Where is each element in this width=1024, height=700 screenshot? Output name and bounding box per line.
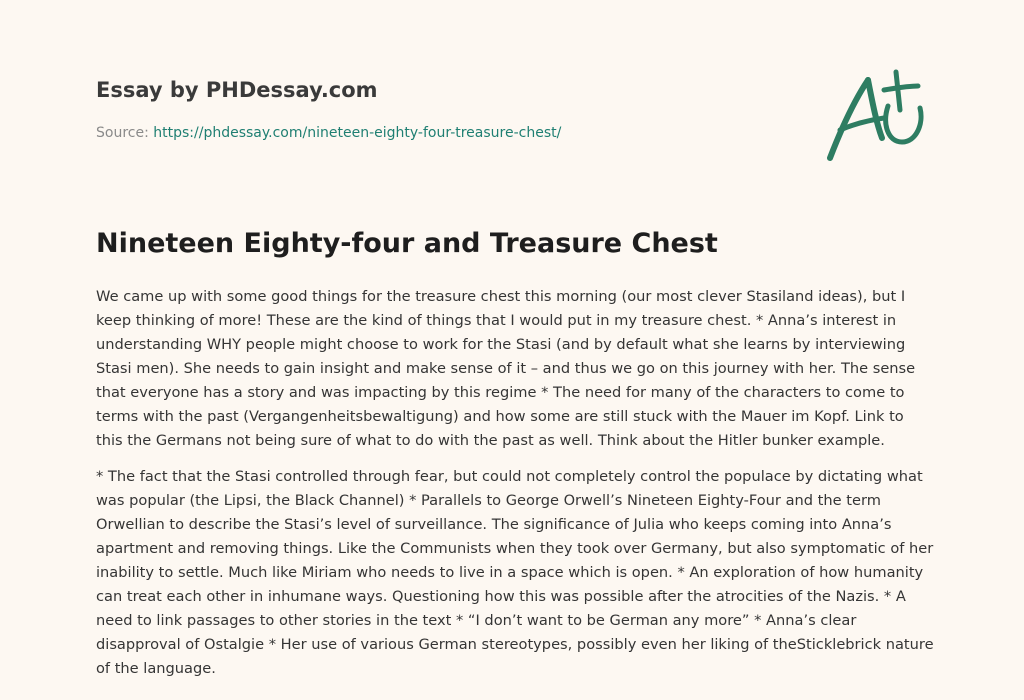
source-line <box>96 124 796 142</box>
site-brand[interactable]: Essay by PHDessay.com <box>96 78 378 102</box>
essay-paragraph: We came up with some good things for the treasure chest this morning (our most clever Stasiland ideas), but I keep thinking of more! These are the kind of things that I would put in my treasure chest. * Anna’s interest in understanding WHY people might choose to work for the Stasi (and by default what she learns by interviewing Stasi men). She needs to gain insight and make sense of it – and thus we go on this journey with her. The sense that everyone has a story and was impacting by this regime * The need for many of the characters to come to terms with the past (Vergangenheitsbewaltigung) and how some are still stuck with the Mauer im Kopf. Link to this the Germans not being sure of what to do with the past as well. Think about the Hitler bunker example. <box>96 288 916 449</box>
page-header <box>96 76 796 142</box>
source-label: Source: <box>96 125 149 141</box>
source-link[interactable]: https://phdessay.com/nineteen-eighty-four-treasure-chest/ <box>153 125 562 141</box>
a-plus-logo-icon <box>818 66 934 166</box>
essay-body <box>96 285 934 693</box>
essay-paragraph: * The fact that the Stasi controlled through fear, but could not completely control the populace by dictating what was popular (the Lipsi, the Black Channel) * Parallels to George Orwell’s Nineteen Eighty-Four and the term Orwellian to describe the Stasi’s level of surveillance. The significance of Julia who keeps coming into Anna’s apartment and removing things. Like the Communists when they took over Germany, but also symptomatic of her inability to settle. Much like Miriam who needs to live in a space which is open. * An exploration of how humanity can treat each other in inhumane ways. Questioning how this was possible after the atrocities of the Nazis. * A need to link passages to other stories in the text * “I don’t want to be German any more” * Anna’s clear disapproval of Ostalgie * Her use of various German stereotypes, possibly even her liking of theSticklebrick nature of the language. <box>96 468 934 677</box>
essay-title: Nineteen Eighty-four and Treasure Chest <box>96 228 718 259</box>
